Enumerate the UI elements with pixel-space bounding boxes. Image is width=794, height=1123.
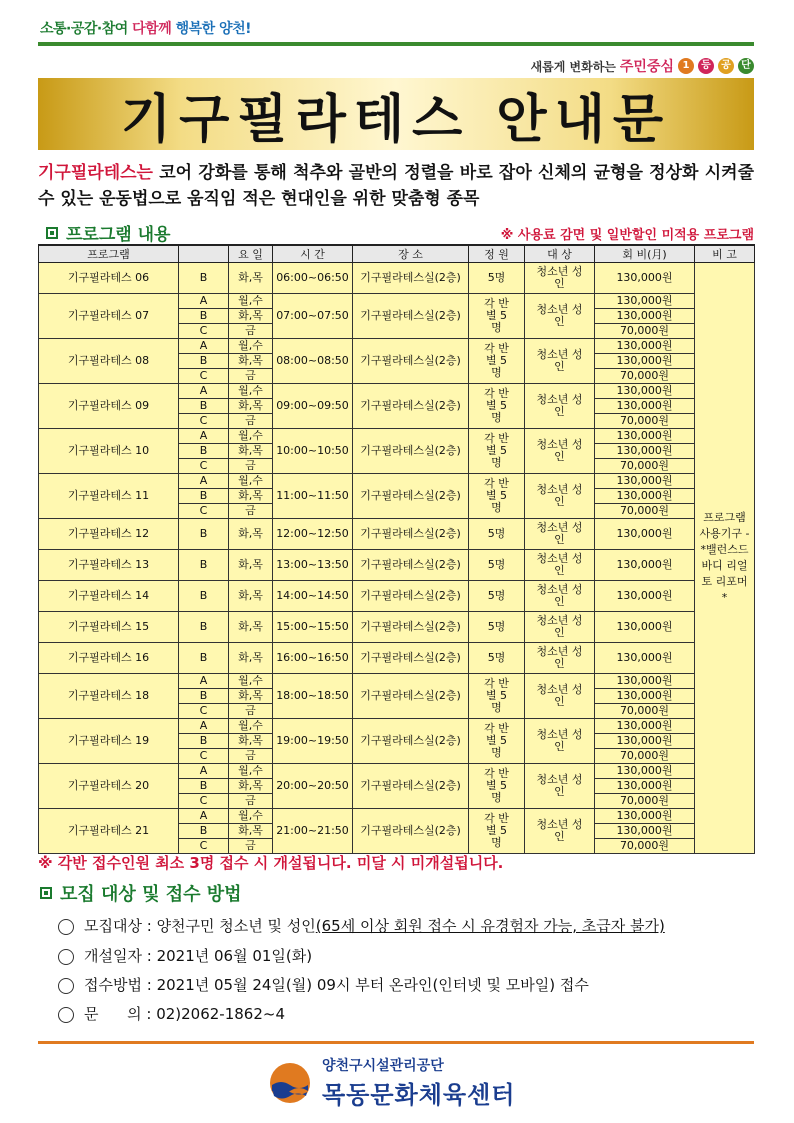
fee-cell: 130,000원 <box>595 339 695 354</box>
target-cell: 청소년 성인 <box>525 384 595 429</box>
class-cell: A <box>179 809 229 824</box>
table-row <box>39 643 755 674</box>
fee-cell: 130,000원 <box>595 779 695 794</box>
target-cell: 청소년 성인 <box>525 764 595 809</box>
place-cell: 기구필라테스실(2층) <box>353 263 469 294</box>
fee-cell: 70,000원 <box>595 414 695 429</box>
class-cell: C <box>179 504 229 519</box>
fee-cell: 70,000원 <box>595 794 695 809</box>
capacity-cell: 각 반별 5명 <box>469 719 525 764</box>
minimum-enrollment-notice: ※ 각반 접수인원 최소 3명 접수 시 개설됩니다. 미달 시 미개설됩니다. <box>38 854 504 872</box>
target-cell: 청소년 성인 <box>525 519 595 550</box>
class-cell: B <box>179 612 229 643</box>
fee-cell: 130,000원 <box>595 612 695 643</box>
header-time: 시 간 <box>273 245 353 263</box>
table-row <box>39 339 755 354</box>
place-cell: 기구필라테스실(2층) <box>353 809 469 854</box>
day-cell: 화,목 <box>229 779 273 794</box>
class-cell: C <box>179 704 229 719</box>
circle-bullet-icon <box>58 978 74 994</box>
day-cell: 금 <box>229 794 273 809</box>
day-cell: 월,수 <box>229 474 273 489</box>
header-day: 요 일 <box>229 245 273 263</box>
place-cell: 기구필라테스실(2층) <box>353 674 469 719</box>
circle-bullet-icon <box>58 919 74 935</box>
target-cell: 청소년 성인 <box>525 719 595 764</box>
table-row <box>39 581 755 612</box>
class-cell: A <box>179 474 229 489</box>
program-name-cell: 기구필라테스 06 <box>39 263 179 294</box>
target-cell: 청소년 성인 <box>525 339 595 384</box>
class-cell: C <box>179 414 229 429</box>
fee-cell: 130,000원 <box>595 689 695 704</box>
circle-bullet-icon <box>58 949 74 965</box>
fee-cell: 130,000원 <box>595 734 695 749</box>
fee-cell: 130,000원 <box>595 581 695 612</box>
class-cell: C <box>179 459 229 474</box>
place-cell: 기구필라테스실(2층) <box>353 550 469 581</box>
class-cell: A <box>179 429 229 444</box>
bottom-divider <box>38 1041 754 1044</box>
target-cell: 청소년 성인 <box>525 674 595 719</box>
time-cell: 20:00~20:50 <box>273 764 353 809</box>
fee-cell: 70,000원 <box>595 369 695 384</box>
target-cell: 청소년 성인 <box>525 612 595 643</box>
title-banner <box>38 78 754 150</box>
brand-prefix: 새롭게 변화하는 <box>530 59 616 74</box>
class-cell: B <box>179 444 229 459</box>
org-name: 양천구시설관리공단 <box>322 1058 444 1074</box>
class-cell: A <box>179 764 229 779</box>
slogan-text: 소통·공감·참여 <box>40 21 128 37</box>
top-divider <box>38 42 754 46</box>
class-cell: B <box>179 779 229 794</box>
day-cell: 화,목 <box>229 444 273 459</box>
day-cell: 금 <box>229 414 273 429</box>
schedule-table <box>38 244 755 854</box>
header-class <box>179 245 229 263</box>
capacity-cell: 5명 <box>469 643 525 674</box>
table-row <box>39 263 755 294</box>
program-name-cell: 기구필라테스 07 <box>39 294 179 339</box>
brand-logo <box>531 56 754 76</box>
capacity-cell: 각 반별 5명 <box>469 294 525 339</box>
program-name-cell: 기구필라테스 18 <box>39 674 179 719</box>
time-cell: 21:00~21:50 <box>273 809 353 854</box>
day-cell: 월,수 <box>229 764 273 779</box>
class-cell: B <box>179 643 229 674</box>
header-capacity: 정 원 <box>469 245 525 263</box>
place-cell: 기구필라테스실(2층) <box>353 384 469 429</box>
fee-cell: 130,000원 <box>595 474 695 489</box>
day-cell: 월,수 <box>229 719 273 734</box>
class-cell: A <box>179 384 229 399</box>
time-cell: 06:00~06:50 <box>273 263 353 294</box>
day-cell: 월,수 <box>229 809 273 824</box>
section-title: 프로그램 내용 <box>66 225 171 245</box>
brand-char: 단 <box>738 58 754 74</box>
class-cell: B <box>179 309 229 324</box>
day-cell: 화,목 <box>229 612 273 643</box>
intro-highlight: 기구필라테스는 <box>38 163 153 183</box>
fee-cell: 130,000원 <box>595 719 695 734</box>
fee-cell: 130,000원 <box>595 309 695 324</box>
place-cell: 기구필라테스실(2층) <box>353 294 469 339</box>
fee-cell: 130,000원 <box>595 294 695 309</box>
table-row <box>39 294 755 309</box>
place-cell: 기구필라테스실(2층) <box>353 339 469 384</box>
fee-cell: 130,000원 <box>595 489 695 504</box>
fee-cell: 130,000원 <box>595 399 695 414</box>
table-row <box>39 674 755 689</box>
fee-cell: 130,000원 <box>595 674 695 689</box>
target-cell: 청소년 성인 <box>525 263 595 294</box>
target-cell: 청소년 성인 <box>525 474 595 519</box>
fee-cell: 130,000원 <box>595 429 695 444</box>
program-name-cell: 기구필라테스 20 <box>39 764 179 809</box>
class-cell: B <box>179 354 229 369</box>
capacity-cell: 5명 <box>469 581 525 612</box>
fee-cell: 130,000원 <box>595 354 695 369</box>
class-cell: B <box>179 489 229 504</box>
class-cell: A <box>179 339 229 354</box>
info-label: 개설일자 : <box>84 947 157 965</box>
class-cell: B <box>179 519 229 550</box>
class-cell: B <box>179 399 229 414</box>
day-cell: 금 <box>229 749 273 764</box>
info-value: 양천구민 청소년 및 성인 <box>156 917 316 935</box>
day-cell: 화,목 <box>229 581 273 612</box>
program-name-cell: 기구필라테스 11 <box>39 474 179 519</box>
info-note: (65세 이상 회원 접수 시 유경험자 가능, 초급자 불가) <box>315 917 665 935</box>
capacity-cell: 각 반별 5명 <box>469 474 525 519</box>
time-cell: 10:00~10:50 <box>273 429 353 474</box>
class-cell: B <box>179 550 229 581</box>
remark-cell: 프로그램 사용기구 - *밸런스드 바디 리얼토 리포머* <box>695 263 755 854</box>
brand-char: 공 <box>718 58 734 74</box>
day-cell: 금 <box>229 369 273 384</box>
time-cell: 15:00~15:50 <box>273 612 353 643</box>
table-row <box>39 474 755 489</box>
info-open-date <box>58 945 312 966</box>
day-cell: 금 <box>229 504 273 519</box>
info-contact <box>58 1003 285 1024</box>
table-row <box>39 809 755 824</box>
class-cell: A <box>179 674 229 689</box>
section-heading-recruit <box>40 880 242 906</box>
time-cell: 16:00~16:50 <box>273 643 353 674</box>
header-place: 장 소 <box>353 245 469 263</box>
time-cell: 13:00~13:50 <box>273 550 353 581</box>
table-header-row <box>39 245 755 263</box>
capacity-cell: 각 반별 5명 <box>469 339 525 384</box>
target-cell: 청소년 성인 <box>525 294 595 339</box>
center-name: 목동문화체육센터 <box>322 1081 516 1109</box>
time-cell: 18:00~18:50 <box>273 674 353 719</box>
class-cell: B <box>179 581 229 612</box>
day-cell: 화,목 <box>229 643 273 674</box>
place-cell: 기구필라테스실(2층) <box>353 581 469 612</box>
capacity-cell: 5명 <box>469 519 525 550</box>
time-cell: 11:00~11:50 <box>273 474 353 519</box>
day-cell: 화,목 <box>229 734 273 749</box>
target-cell: 청소년 성인 <box>525 581 595 612</box>
table-row <box>39 550 755 581</box>
fee-cell: 130,000원 <box>595 643 695 674</box>
day-cell: 금 <box>229 839 273 854</box>
fee-cell: 70,000원 <box>595 749 695 764</box>
place-cell: 기구필라테스실(2층) <box>353 612 469 643</box>
place-cell: 기구필라테스실(2층) <box>353 764 469 809</box>
day-cell: 화,목 <box>229 263 273 294</box>
sun-wave-logo-icon <box>268 1061 312 1105</box>
class-cell: C <box>179 749 229 764</box>
square-bullet-icon <box>40 887 52 899</box>
fee-cell: 70,000원 <box>595 504 695 519</box>
brand-name: 주민중심 <box>619 59 674 75</box>
fee-cell: 130,000원 <box>595 519 695 550</box>
info-label: 문 의 : <box>84 1005 157 1023</box>
table-row <box>39 519 755 550</box>
place-cell: 기구필라테스실(2층) <box>353 519 469 550</box>
program-name-cell: 기구필라테스 14 <box>39 581 179 612</box>
section-title: 모집 대상 및 접수 방법 <box>60 884 242 905</box>
brand-char: 등 <box>698 58 714 74</box>
class-cell: C <box>179 369 229 384</box>
slogan-highlight: 다함께 <box>132 21 172 37</box>
time-cell: 09:00~09:50 <box>273 384 353 429</box>
time-cell: 07:00~07:50 <box>273 294 353 339</box>
place-cell: 기구필라테스실(2층) <box>353 474 469 519</box>
target-cell: 청소년 성인 <box>525 550 595 581</box>
program-name-cell: 기구필라테스 13 <box>39 550 179 581</box>
fee-cell: 70,000원 <box>595 324 695 339</box>
header-remark: 비 고 <box>695 245 755 263</box>
slogan-end: 행복한 양천! <box>175 21 251 37</box>
table-row <box>39 429 755 444</box>
class-cell: C <box>179 324 229 339</box>
header-fee: 회 비(月) <box>595 245 695 263</box>
info-value: 2021년 06월 01일(화) <box>156 947 313 965</box>
time-cell: 19:00~19:50 <box>273 719 353 764</box>
table-row <box>39 764 755 779</box>
table-row <box>39 612 755 643</box>
info-apply-method <box>58 974 589 995</box>
class-cell: B <box>179 689 229 704</box>
section-heading-program <box>46 220 170 245</box>
square-bullet-icon <box>46 227 58 239</box>
footer <box>268 1055 515 1110</box>
info-target <box>58 915 665 936</box>
time-cell: 08:00~08:50 <box>273 339 353 384</box>
fee-cell: 130,000원 <box>595 384 695 399</box>
info-label: 모집대상 : <box>84 917 157 935</box>
fee-cell: 130,000원 <box>595 444 695 459</box>
class-cell: B <box>179 824 229 839</box>
program-name-cell: 기구필라테스 08 <box>39 339 179 384</box>
header-program: 프로그램 <box>39 245 179 263</box>
day-cell: 화,목 <box>229 489 273 504</box>
fee-cell: 70,000원 <box>595 459 695 474</box>
class-cell: B <box>179 734 229 749</box>
day-cell: 금 <box>229 459 273 474</box>
place-cell: 기구필라테스실(2층) <box>353 429 469 474</box>
day-cell: 화,목 <box>229 689 273 704</box>
table-row <box>39 719 755 734</box>
day-cell: 화,목 <box>229 519 273 550</box>
program-name-cell: 기구필라테스 15 <box>39 612 179 643</box>
fee-cell: 130,000원 <box>595 550 695 581</box>
day-cell: 화,목 <box>229 550 273 581</box>
discount-notice: ※ 사용료 감면 및 일반할인 미적용 프로그램 <box>500 228 754 243</box>
day-cell: 월,수 <box>229 429 273 444</box>
day-cell: 금 <box>229 704 273 719</box>
program-name-cell: 기구필라테스 09 <box>39 384 179 429</box>
brand-number: 1 <box>678 58 694 74</box>
class-cell: C <box>179 839 229 854</box>
header-target: 대 상 <box>525 245 595 263</box>
page-title: 기구필라테스 안내문 <box>120 89 672 150</box>
day-cell: 월,수 <box>229 294 273 309</box>
capacity-cell: 각 반별 5명 <box>469 429 525 474</box>
program-name-cell: 기구필라테스 16 <box>39 643 179 674</box>
capacity-cell: 5명 <box>469 612 525 643</box>
capacity-cell: 각 반별 5명 <box>469 809 525 854</box>
capacity-cell: 5명 <box>469 550 525 581</box>
place-cell: 기구필라테스실(2층) <box>353 643 469 674</box>
fee-cell: 130,000원 <box>595 809 695 824</box>
day-cell: 월,수 <box>229 384 273 399</box>
slogan <box>40 18 251 38</box>
intro-text: 코어 강화를 통해 척추와 골반의 정렬을 바로 잡아 신체의 균형을 정상화 시켜줄 수 있는 운동법으로 움직임 적은 현대인을 위한 맞춤형 종목 <box>38 163 754 209</box>
target-cell: 청소년 성인 <box>525 429 595 474</box>
info-value: 2021년 05월 24일(월) 09시 부터 온라인(인터넷 및 모바일) 접수 <box>156 976 589 994</box>
program-name-cell: 기구필라테스 21 <box>39 809 179 854</box>
capacity-cell: 각 반별 5명 <box>469 674 525 719</box>
place-cell: 기구필라테스실(2층) <box>353 719 469 764</box>
capacity-cell: 각 반별 5명 <box>469 384 525 429</box>
fee-cell: 70,000원 <box>595 704 695 719</box>
day-cell: 화,목 <box>229 399 273 414</box>
fee-cell: 130,000원 <box>595 764 695 779</box>
program-name-cell: 기구필라테스 19 <box>39 719 179 764</box>
time-cell: 12:00~12:50 <box>273 519 353 550</box>
day-cell: 화,목 <box>229 354 273 369</box>
capacity-cell: 5명 <box>469 263 525 294</box>
day-cell: 월,수 <box>229 674 273 689</box>
program-name-cell: 기구필라테스 10 <box>39 429 179 474</box>
table-row <box>39 384 755 399</box>
intro-paragraph <box>38 160 754 212</box>
day-cell: 화,목 <box>229 309 273 324</box>
target-cell: 청소년 성인 <box>525 643 595 674</box>
fee-cell: 70,000원 <box>595 839 695 854</box>
program-name-cell: 기구필라테스 12 <box>39 519 179 550</box>
class-cell: C <box>179 794 229 809</box>
day-cell: 금 <box>229 324 273 339</box>
time-cell: 14:00~14:50 <box>273 581 353 612</box>
class-cell: B <box>179 263 229 294</box>
day-cell: 월,수 <box>229 339 273 354</box>
circle-bullet-icon <box>58 1007 74 1023</box>
target-cell: 청소년 성인 <box>525 809 595 854</box>
class-cell: A <box>179 294 229 309</box>
info-label: 접수방법 : <box>84 976 157 994</box>
info-value: 02)2062-1862~4 <box>156 1005 285 1023</box>
day-cell: 화,목 <box>229 824 273 839</box>
fee-cell: 130,000원 <box>595 824 695 839</box>
fee-cell: 130,000원 <box>595 263 695 294</box>
capacity-cell: 각 반별 5명 <box>469 764 525 809</box>
class-cell: A <box>179 719 229 734</box>
